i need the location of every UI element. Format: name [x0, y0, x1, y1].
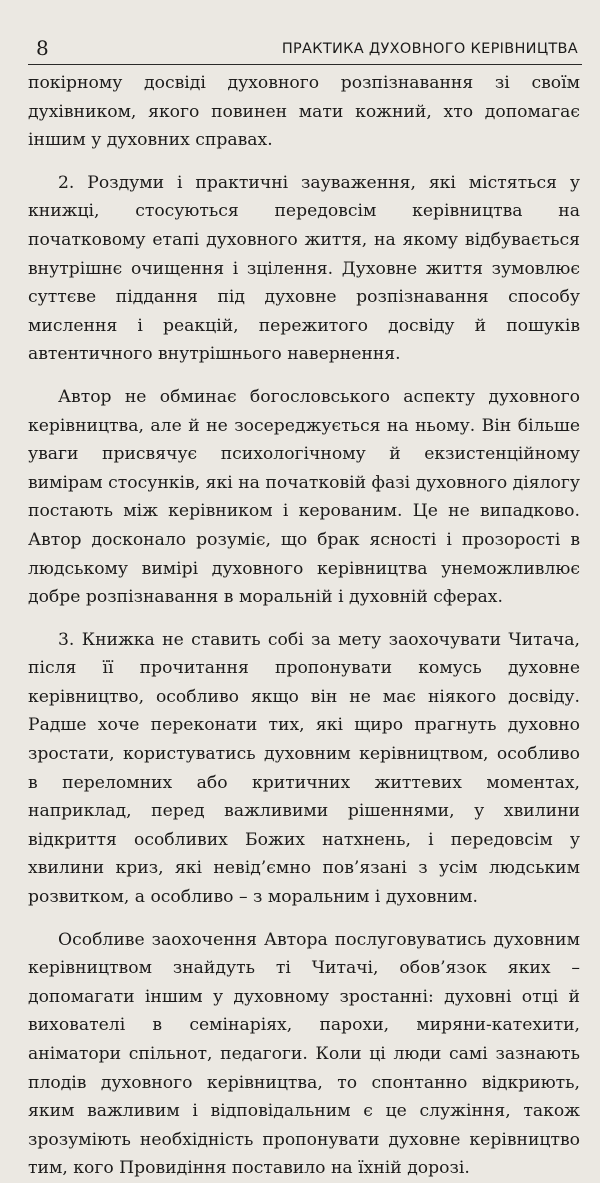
header-rule	[28, 64, 582, 65]
running-head	[28, 24, 582, 58]
body-text	[28, 69, 582, 1183]
paragraph-section-2: 2. Роздуми і практичні зауваження, які містяться у книжці, стосуються передовсім керівництва на початковому етапі духовного життя, на якому відбувається внутрішнє очищення і зцілення. Духовне життя зумовлює суттєве піддання під духовне розпізнавання способу мислення і реакцій, пережитого досвіду й пошуків автентичного внутрішнього навернення.	[28, 172, 580, 365]
paragraph-encouragement: Особливе заохочення Автора послуговуватись духовним керівництвом знайдуть ті Читачі, обов’язок яких – допомагати іншим у духовному зростанні: духовні отці й вихователі в семінаріях, парохи, миряни-катехити, аніматори спільнот, педагоги. Коли ці люди самі зазнають плодів духовного керівництва, то спонтанно відкриють, яким важливим і відповідальним є це служіння, також зрозуміють необхідність пропонувати духовне керівництво тим, кого Провидіння поставило на їхній дорозі.	[28, 929, 580, 1179]
running-title: ПРАКТИКА ДУХОВНОГО КЕРІВНИЦТВА	[281, 40, 578, 57]
page-number: 8	[36, 36, 49, 60]
paragraph-continuation: покірному досвіді духовного розпізнавання зі своїм духівником, якого повинен мати кожний, хто допомагає іншим у духовних справах.	[28, 73, 580, 151]
paragraph-author-theology: Автор не обминає богословського аспекту духовного керівництва, але й не зосереджується на ньому. Він більше уваги присвячує психологічному й екзистенційному вимірам стосунків, які на початковій фазі духовного діялогу постають між керівником і керованим. Це не випадково. Автор досконало розуміє, що брак ясності і прозорості в людському вимірі духовного керівництва унеможливлює добре розпізнавання в моральній і духовній сферах.	[28, 386, 580, 608]
paragraph-section-3: 3. Книжка не ставить собі за мету заохочувати Читача, після її прочитання пропонувати комусь духовне керівництво, особливо якщо він не має ніякого досвіду. Радше хоче переконати тих, які щиро прагнуть духовно зростати, користуватись духовним керівництвом, особливо в переломних або критичних життевих моментах, наприклад, перед важливими рішеннями, у хвилини відкриття особливих Божих натхнень, і передовсім у хвилини криз, які невід’ємно пов’язані з усім людським розвитком, а особливо – з моральним і духовним.	[28, 629, 580, 908]
